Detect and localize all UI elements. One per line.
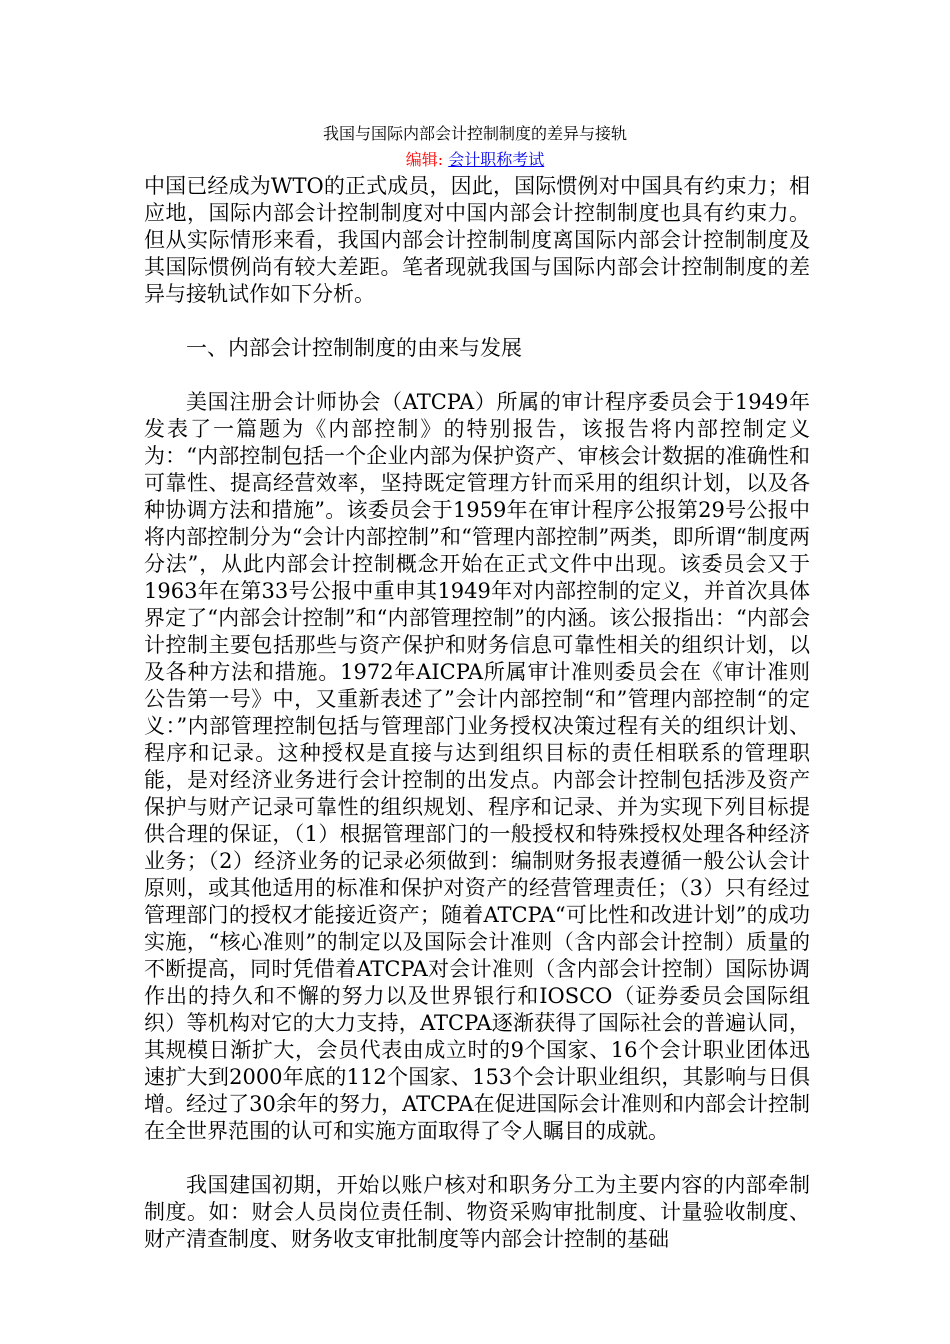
- paragraph-intro: 中国已经成为WTO的正式成员，因此，国际惯例对中国具有约束力；相应地，国际内部会计控制制度对中国内部会计控制制度也具有约束力。但从实际情形来看，我国内部会计控制制度离国际内部会计控制制度及其国际惯例尚有较大差距。笔者现就我国与国际内部会计控制制度的差异与接轨试作如下分析。: [144, 174, 810, 306]
- document-body: [144, 173, 810, 1253]
- document-title: 我国与国际内部会计控制制度的差异与接轨: [322, 124, 627, 143]
- paragraph-china: 我国建国初期，开始以账户核对和职务分工为主要内容的内部牵制制度。如：财会人员岗位责任制、物资采购审批制度、计量验收制度、财产清查制度、财务收支审批制度等内部会计控制的基础: [144, 1173, 810, 1251]
- editor-line: [0, 149, 950, 171]
- paragraph-history: 美国注册会计师协会（ATCPA）所属的审计程序委员会于1949年发表了一篇题为《内部控制》的特别报告，该报告将内部控制定义为：“内部控制包括一个企业内部为保护资产、审核会计数据的准确性和可靠性、提高经营效率，坚持既定管理方针而采用的组织计划，以及各种协调方法和措施”。该委员会于1959年在审计程序公报第29号公报中将内部控制分为“会计内部控制”和“管理内部控制”两类，即所谓“制度两分法”，从此内部会计控制概念开始在正式文件中出现。该委员会又于1963年在第33号公报中重申其1949年对内部控制的定义，并首次具体界定了“内部会计控制”和“内部管理控制”的内涵。该公报指出：“内部会计控制主要包括那些与资产保护和财务信息可靠性相关的组织计划，以及各种方法和措施。1972年AICPA所属审计准则委员会在《审计准则公告第一号》中，又重新表述了”会计内部控制“和”管理内部控制“的定义：”内部管理控制包括与管理部门业务授权决策过程有关的组织计划、程序和记录。这种授权是直接与达到组织目标的责任相联系的管理职能，是对经济业务进行会计控制的出发点。内部会计控制包括涉及资产保护与财产记录可靠性的组织规划、程序和记录、并为实现下列目标提供合理的保证，（1）根据管理部门的一般授权和特殊授权处理各种经济业务；（2）经济业务的记录必须做到：编制财务报表遵循一般公认会计原则，或其他适用的标准和保护对资产的经营管理责任；（3）只有经过管理部门的授权才能接近资产；随着ATCPA“可比性和改进计划”的成功实施，“核心准则”的制定以及国际会计准则（含内部会计控制）质量的不断提高，同时凭借着ATCPA对会计准则（含内部会计控制）国际协调作出的持久和不懈的努力以及世界银行和IOSCO（证券委员会国际组织）等机构对它的大力支持，ATCPA逐渐获得了国际社会的普遍认同，其规模日渐扩大，会员代表由成立时的9个国家、16个会计职业团体迅速扩大到2000年底的112个国家、153个会计职业组织，其影响与日俱增。经过了30余年的努力，ATCPA在促进国际会计准则和内部会计控制在全世界范围的认可和实施方面取得了令人瞩目的成就。: [144, 390, 810, 1143]
- section-heading: 一、内部会计控制制度的由来与发展: [186, 336, 522, 360]
- editor-link[interactable]: 会计职称考试: [448, 150, 545, 169]
- editor-label: 编辑:: [405, 150, 444, 169]
